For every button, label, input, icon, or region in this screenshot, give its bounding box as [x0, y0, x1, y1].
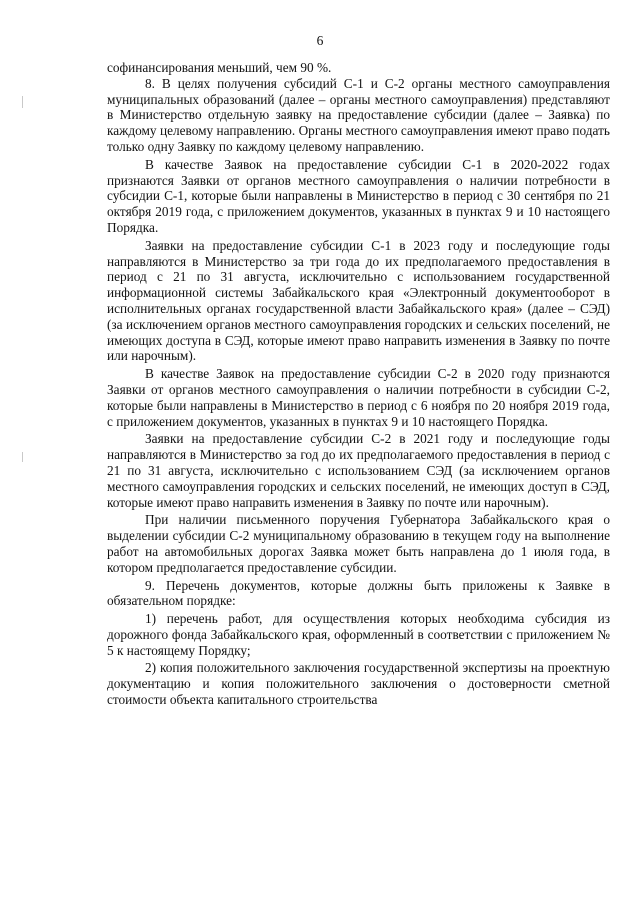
- paragraph-s2-2021: Заявки на предоставление субсидии С-2 в 2021 году и последующие годы направляются в Министерство за год до их предполагаемого предоставления в период с 21 по 31 августа, исключительно с использованием СЭД (за исключением органов местного самоуправления городских и сельских поселений, не имеющих доступ в СЭД, которые имеют право направить изменения в Заявку по почте или нарочным).: [107, 431, 610, 510]
- paragraph-s1-2020-2022: В качестве Заявок на предоставление субсидии С-1 в 2020-2022 годах признаются Заявки от органов местного самоуправления о наличии потребности в субсидии С-1, которые были направлены в Министерство в период с 30 сентября по 21 октября 2019 года, с приложением документов, указанных в пунктах 9 и 10 настоящего Порядка.: [107, 156, 610, 235]
- paragraph-s1-2023: Заявки на предоставление субсидии С-1 в 2023 году и последующие годы направляются в Министерство за три года до их предполагаемого предоставления в период с 21 по 31 августа, исключительно с использованием государственной информационной системы Забайкальского края «Электронный документооборот в исполнительных органах государственной власти Забайкальского края» (далее – СЭД) (за исключением органов местного самоуправления городских и сельских поселений, не имеющих доступа в СЭД, которые имеют право направить изменения в Заявку по почте или нарочным).: [107, 237, 610, 364]
- list-item-2: 2) копия положительного заключения государственной экспертизы на проектную документацию и копия положительного заключения о достоверности сметной стоимости объекта капитального строительства: [107, 660, 610, 708]
- scan-margin-mark: [22, 96, 23, 108]
- paragraph-item-9: 9. Перечень документов, которые должны быть приложены к Заявке в обязательном порядке:: [107, 577, 610, 609]
- list-item-1: 1) перечень работ, для осуществления которых необходима субсидия из дорожного фонда Забайкальского края, оформленный в соответствии с приложением № 5 к настоящему Порядку;: [107, 611, 610, 658]
- paragraph-governor-order: При наличии письменного поручения Губернатора Забайкальского края о выделении субсидии С-2 муниципальному образованию в текущем году на выполнение работ на автомобильных дорогах Заявка может быть направлена до 1 июля года, в котором предполагается предоставление субсидии.: [107, 512, 610, 575]
- scan-margin-mark: [22, 452, 23, 462]
- paragraph-item-8: 8. В целях получения субсидий С-1 и С-2 органы местного самоуправления муниципальных образований (далее – органы местного самоуправления) представляют в Министерство отдельную заявку на предоставление субсидии (далее – Заявка) по каждому целевому направлению. Органы местного самоуправления имеют право подать только одну Заявку по каждому целевому направлению.: [107, 75, 610, 154]
- paragraph-continuation: софинансирования меньший, чем 90 %.: [107, 60, 332, 75]
- page-number: 6: [316, 33, 324, 48]
- paragraph-s2-2020: В качестве Заявок на предоставление субсидии С-2 в 2020 году признаются Заявки от органов местного самоуправления о наличии потребности в субсидии С-2, которые были направлены в Министерство в период с 6 ноября по 20 ноября 2019 года, с приложением документов, указанных в пунктах 9 и 10 настоящего Порядка.: [107, 366, 610, 429]
- document-body: [107, 60, 610, 708]
